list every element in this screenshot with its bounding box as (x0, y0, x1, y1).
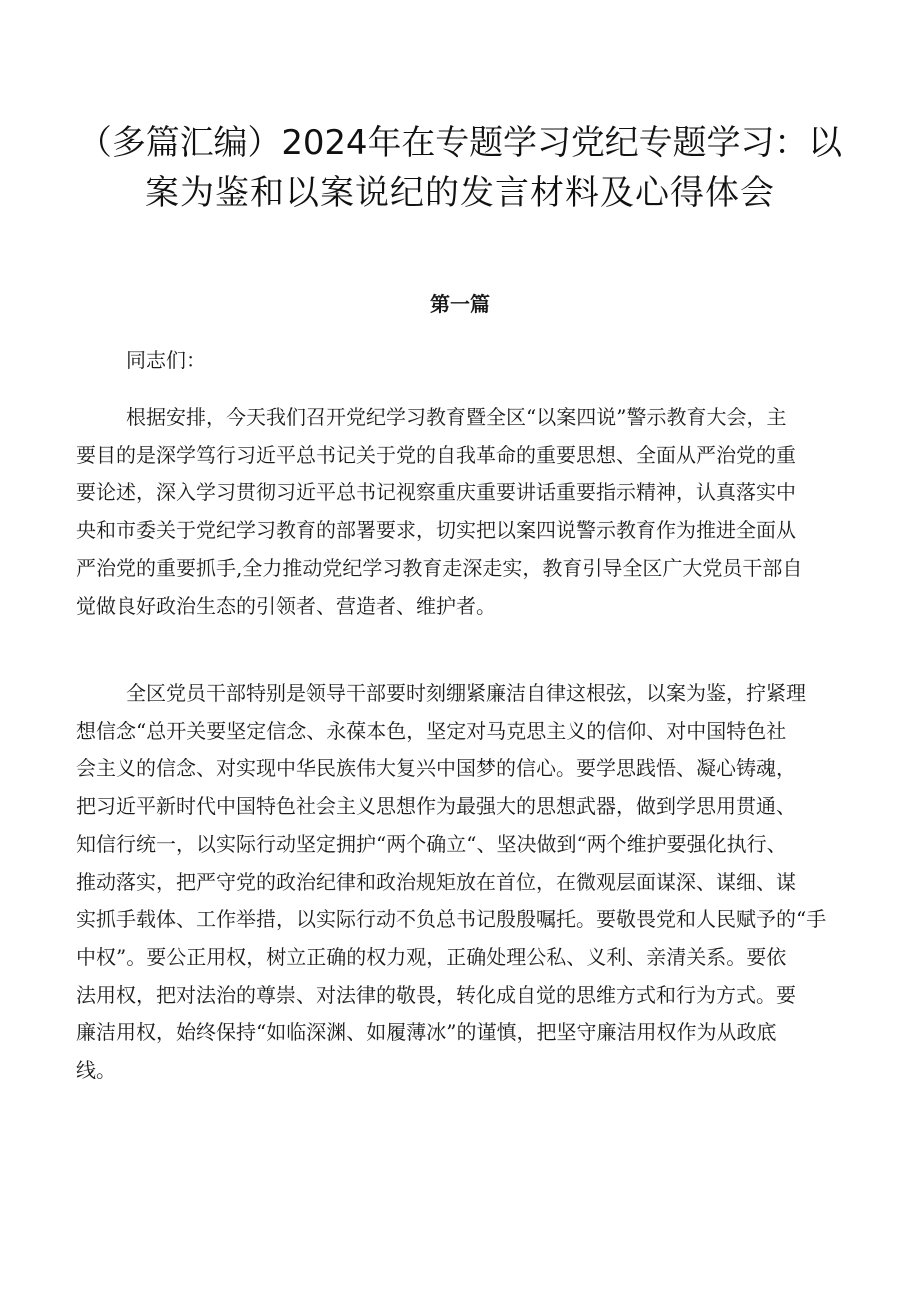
paragraph-line: 廉洁用权，始终保持“如临深渊、如履薄冰”的谨慎，把坚守廉洁用权作为从政底 (76, 1020, 777, 1045)
paragraph-line: 要论述，深入学习贯彻习近平总书记视察重庆重要讲话重要指示精神，认真落实中 (76, 480, 796, 505)
paragraph-line: 知信行统一，以实际行动坚定拥护“两个确立“、坚决做到“两个维护要强化执行、 (76, 831, 787, 856)
paragraph-line: 把习近平新时代中国特色社会主义思想作为最强大的思想武器，做到学思用贯通、 (76, 794, 796, 819)
body-paragraph (76, 399, 866, 625)
paragraph-line: 要目的是深学笃行习近平总书记关于党的自我革命的重要思想、全面从严治党的重 (76, 442, 796, 467)
paragraph-line: 法用权，把对法治的尊崇、对法律的敬畏，转化成自觉的思维方式和行为方式。要 (76, 982, 796, 1007)
paragraph-line: 推动落实，把严守党的政治纪律和政治规矩放在首位，在微观层面谋深、谋细、谋 (76, 869, 796, 894)
title-line: （多篇汇编）2024年在专题学习党纪专题学习：以 (77, 123, 843, 163)
paragraph-line: 实抓手载体、工作举措，以实际行动不负总书记殷殷嘱托。要敬畏党和人民赋予的“手 (76, 907, 827, 932)
section-heading: 第一篇 (430, 292, 490, 316)
paragraph-line: 想信念“总开关要坚定信念、永葆本色，坚定对马克思主义的信仰、对中国特色社 (76, 718, 787, 743)
paragraph-line: 线。 (76, 1058, 116, 1083)
paragraph-line: 央和市委关于党纪学习教育的部署要求，切实把以案四说警示教育作为推进全面从 (76, 518, 796, 543)
paragraph-line: 中权”。要公正用权，树立正确的权力观，正确处理公私、义利、亲清关系。要依 (76, 944, 787, 969)
paragraph-line: 觉做良好政治生态的引领者、营造者、维护者。 (76, 593, 496, 618)
document-title (70, 118, 850, 218)
paragraph-line: 严治党的重要抓手,全力推动党纪学习教育走深走实，教育引导全区广大党员干部自 (76, 555, 803, 580)
salutation: 同志们： (126, 348, 206, 372)
paragraph-line: 会主义的信念、对实现中华民族伟大复兴中国梦的信心。要学思践悟、凝心铸魂， (76, 756, 796, 781)
body-paragraph (76, 675, 866, 1090)
paragraph-line: 全区党员干部特别是领导干部要时刻绷紧廉洁自律这根弦，以案为鉴，拧紧理 (126, 681, 806, 705)
paragraph-line: 根据安排，今天我们召开党纪学习教育暨全区“以案四说”警示教育大会，主 (126, 405, 787, 429)
title-line: 案为鉴和以案说纪的发言材料及心得体会 (145, 173, 775, 213)
